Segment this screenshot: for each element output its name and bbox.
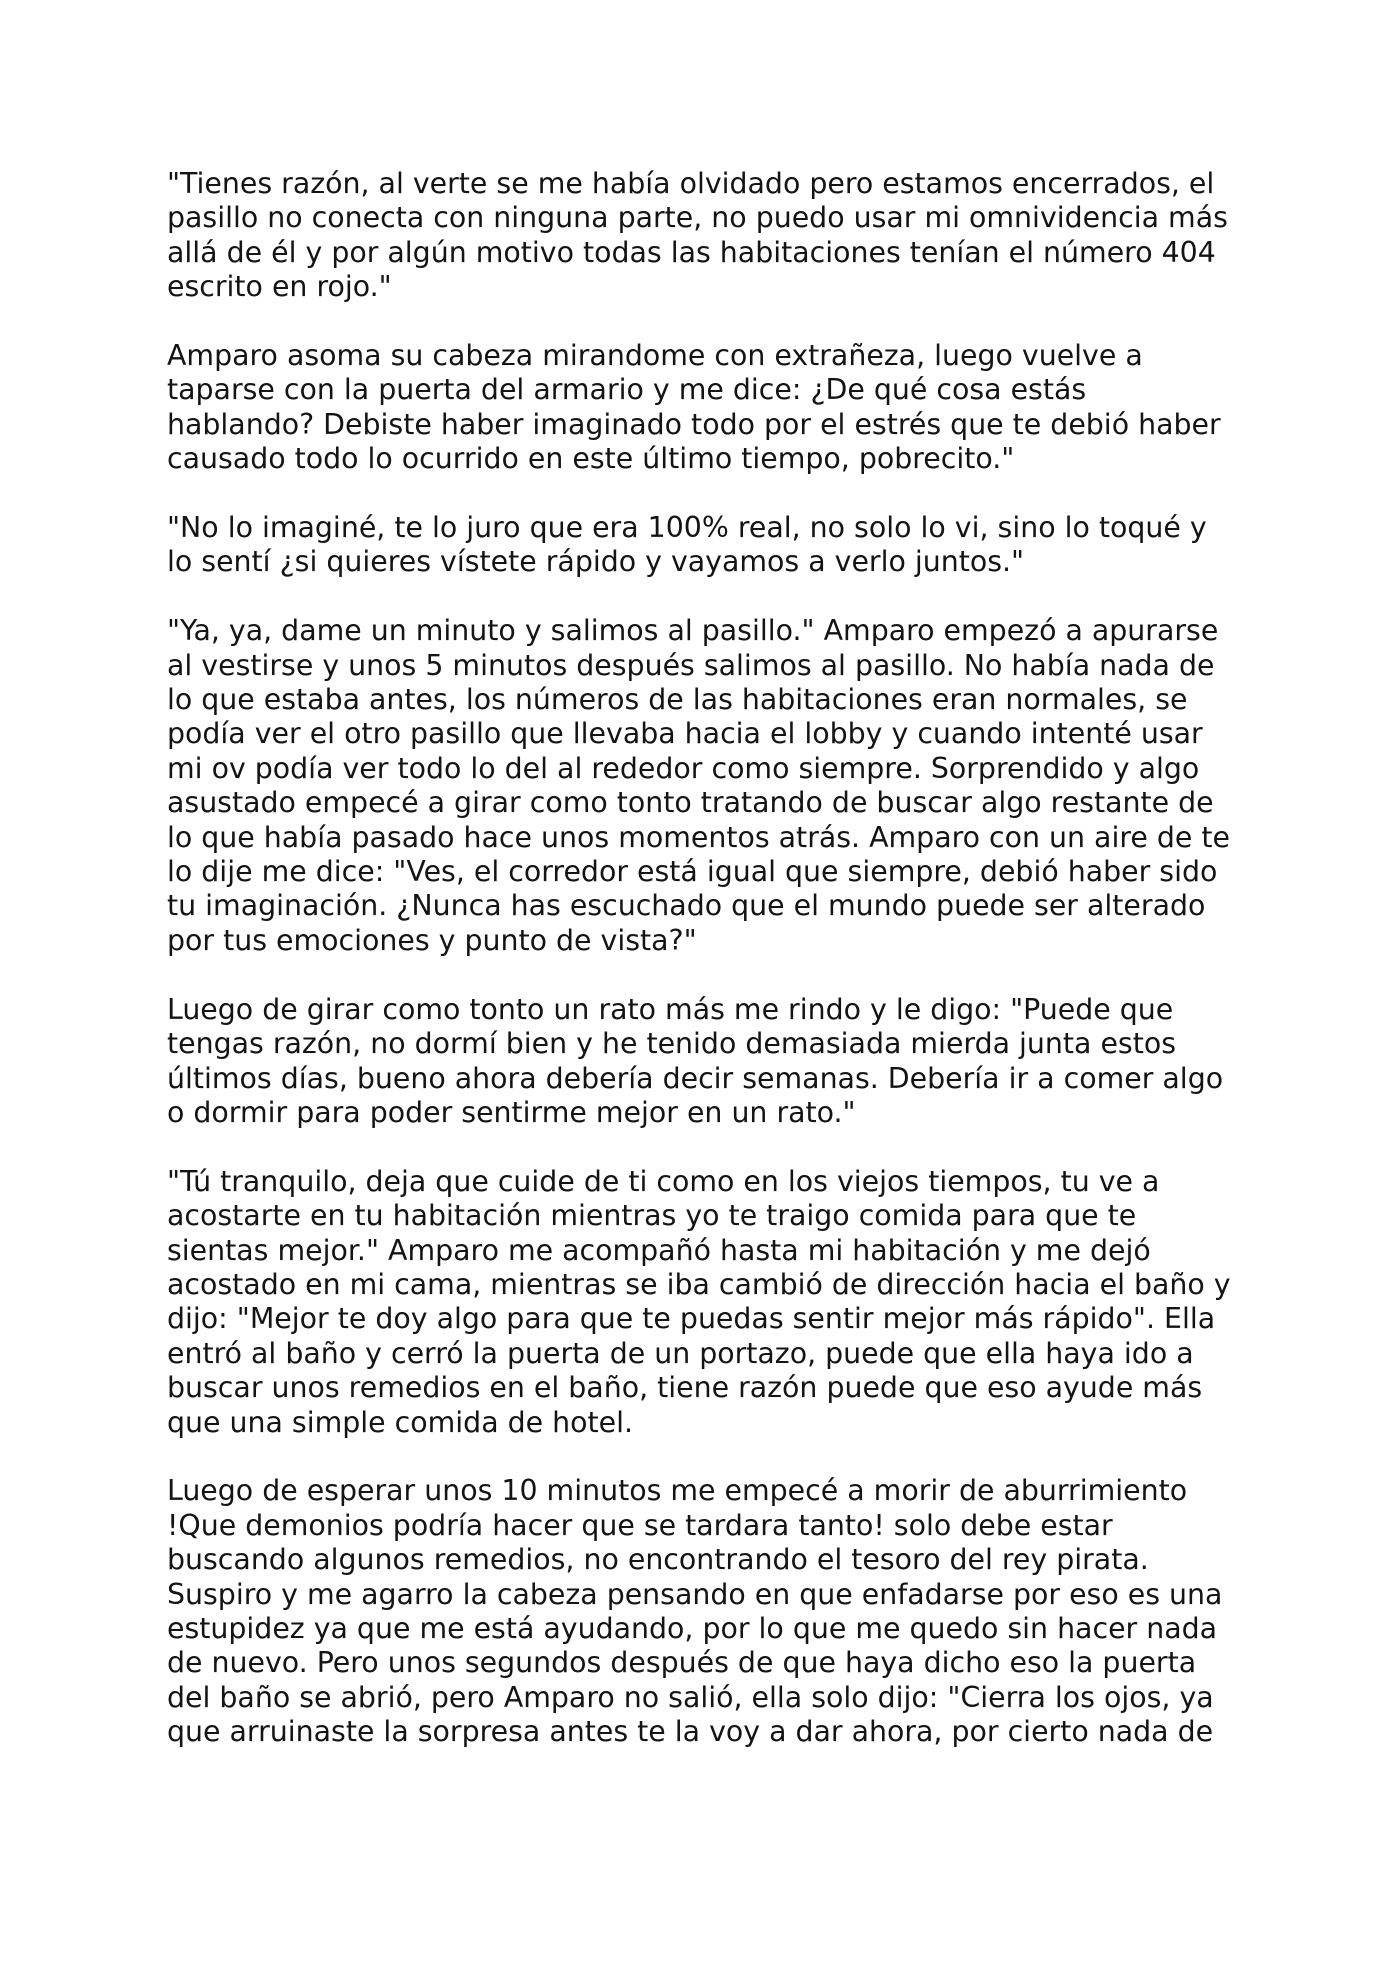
document-body — [167, 167, 1237, 1784]
text-line: mi ov podía ver todo lo del al rededor como siempre. Sorprendido y algo — [167, 751, 1200, 785]
text-line: hablando? Debiste haber imaginado todo por el estrés que te debió haber — [167, 407, 1221, 441]
paragraph — [167, 1474, 1237, 1749]
text-line: lo sentí ¿si quieres vístete rápido y vayamos a verlo juntos." — [167, 545, 1025, 579]
text-line: "Tú tranquilo, deja que cuide de ti como en los viejos tiempos, tu ve a — [167, 1164, 1160, 1198]
text-line: que arruinaste la sorpresa antes te la voy a dar ahora, por cierto nada de — [167, 1715, 1214, 1749]
text-line: buscando algunos remedios, no encontrando el tesoro del rey pirata. — [167, 1543, 1149, 1577]
text-line: de nuevo. Pero unos segundos después de que haya dicho eso la puerta — [167, 1646, 1197, 1680]
text-line: Luego de esperar unos 10 minutos me empecé a morir de aburrimiento — [167, 1474, 1188, 1508]
text-line: buscar unos remedios en el baño, tiene razón puede que eso ayude más — [167, 1371, 1203, 1405]
text-line: lo dije me dice: "Ves, el corredor está igual que siempre, debió haber sido — [167, 855, 1218, 889]
text-line: dijo: "Mejor te doy algo para que te puedas sentir mejor más rápido". Ella — [167, 1302, 1216, 1336]
text-line: estupidez ya que me está ayudando, por lo que me quedo sin hacer nada — [167, 1611, 1218, 1645]
paragraph — [167, 993, 1237, 1131]
text-line: causado todo lo ocurrido en este último tiempo, pobrecito." — [167, 442, 1015, 476]
paragraph — [167, 511, 1237, 580]
text-line: "Ya, ya, dame un minuto y salimos al pasillo." Amparo empezó a apurarse — [167, 614, 1219, 648]
text-line: asustado empecé a girar como tonto tratando de buscar algo restante de — [167, 786, 1214, 820]
text-line: que una simple comida de hotel. — [167, 1405, 634, 1439]
text-line: por tus emociones y punto de vista?" — [167, 923, 697, 957]
paragraph — [167, 614, 1237, 958]
text-line: allá de él y por algún motivo todas las habitaciones tenían el número 404 — [167, 235, 1216, 269]
text-line: Suspiro y me agarro la cabeza pensando en que enfadarse por eso es una — [167, 1577, 1223, 1611]
text-line: entró al baño y cerró la puerta de un portazo, puede que ella haya ido a — [167, 1336, 1194, 1370]
paragraph — [167, 167, 1237, 305]
text-line: lo que estaba antes, los números de las habitaciones eran normales, se — [167, 683, 1188, 717]
paragraph — [167, 339, 1237, 477]
text-line: tu imaginación. ¿Nunca has escuchado que el mundo puede ser alterado — [167, 889, 1206, 923]
text-line: o dormir para poder sentirme mejor en un rato." — [167, 1095, 856, 1129]
text-line: !Que demonios podría hacer que se tardara tanto! solo debe estar — [167, 1508, 1113, 1542]
text-line: pasillo no conecta con ninguna parte, no puedo usar mi omnividencia más — [167, 201, 1228, 235]
text-line: lo que había pasado hace unos momentos atrás. Amparo con un aire de te — [167, 820, 1230, 854]
text-line: Amparo asoma su cabeza mirandome con extrañeza, luego vuelve a — [167, 339, 1143, 373]
text-line: podía ver el otro pasillo que llevaba hacia el lobby y cuando intenté usar — [167, 717, 1203, 751]
text-line: taparse con la puerta del armario y me dice: ¿De qué cosa estás — [167, 373, 1087, 407]
text-line: "No lo imaginé, te lo juro que era 100% real, no solo lo vi, sino lo toqué y — [167, 511, 1207, 545]
text-line: últimos días, bueno ahora debería decir semanas. Debería ir a comer algo — [167, 1061, 1224, 1095]
text-line: Luego de girar como tonto un rato más me rindo y le digo: "Puede que — [167, 992, 1174, 1026]
paragraph — [167, 1165, 1237, 1440]
text-line: "Tienes razón, al verte se me había olvidado pero estamos encerrados, el — [167, 167, 1215, 200]
text-line: al vestirse y unos 5 minutos después salimos al pasillo. No había nada de — [167, 648, 1215, 682]
text-line: tengas razón, no dormí bien y he tenido demasiada mierda junta estos — [167, 1027, 1177, 1061]
text-line: escrito en rojo." — [167, 270, 392, 304]
text-line: sientas mejor." Amparo me acompañó hasta mi habitación y me dejó — [167, 1233, 1151, 1267]
text-line: acostado en mi cama, mientras se iba cambió de dirección hacia el baño y — [167, 1267, 1231, 1301]
text-line: del baño se abrió, pero Amparo no salió, ella solo dijo: "Cierra los ojos, ya — [167, 1680, 1214, 1714]
text-line: acostarte en tu habitación mientras yo te traigo comida para que te — [167, 1199, 1137, 1233]
